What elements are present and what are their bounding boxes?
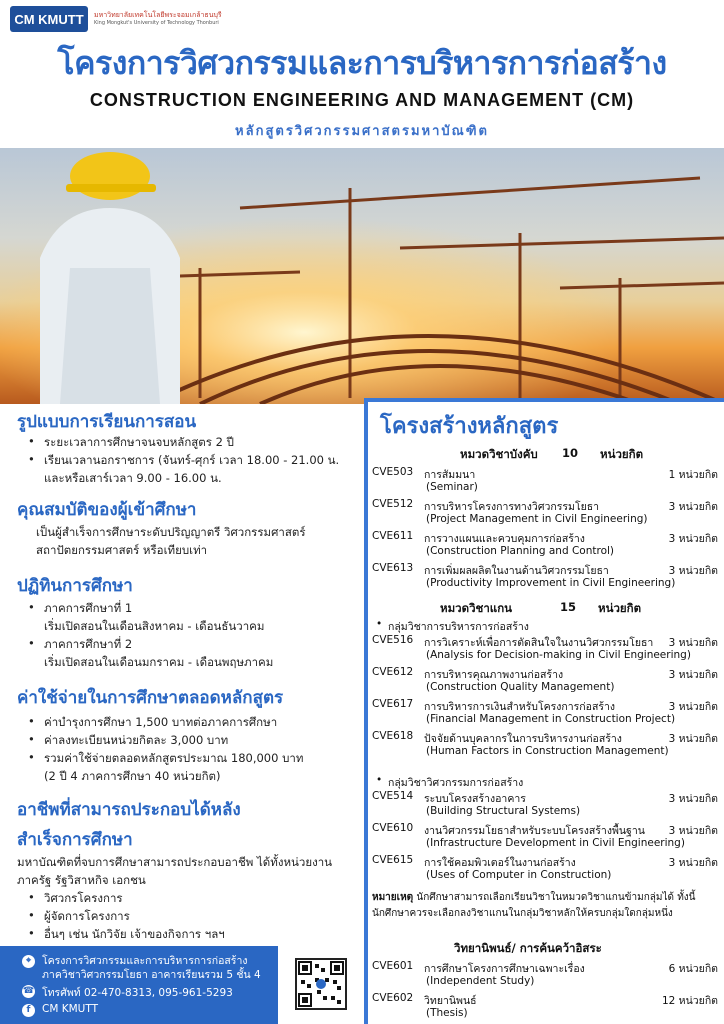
course-name-en: (Construction Quality Management)	[426, 681, 615, 693]
contact-phone[interactable]: โทรศัพท์ 02-470-8313, 095-961-5293	[42, 987, 233, 999]
curriculum-panel	[364, 398, 724, 1024]
course-name-en: (Thesis)	[426, 1007, 468, 1019]
logo-university-th: มหาวิทยาลัยเทคโนโลยีพระจอมเกล้าธนบุรี	[94, 11, 222, 19]
core-subgroup-1: กลุ่มวิชาการบริหารการก่อสร้าง	[388, 621, 529, 633]
term-1-desc: เริ่มเปิดสอนในเดือนสิงหาคม - เดือนธันวาคม	[44, 619, 265, 633]
course-name-en: (Financial Management in Construction Project)	[426, 713, 676, 725]
bullet-dot: •	[28, 890, 35, 904]
course-credits: 3 หน่วยกิต	[668, 669, 718, 681]
bullet-dot: •	[28, 434, 35, 448]
course-name-en: (Human Factors in Construction Management)	[426, 745, 669, 757]
course-name-en: (Productivity Improvement in Civil Engineering)	[426, 577, 676, 589]
cost-maintenance-fee: ค่าบำรุงการศึกษา 1,500 บาทต่อภาคการศึกษา	[44, 715, 278, 729]
title-english: CONSTRUCTION ENGINEERING AND MANAGEMENT (CM)	[89, 90, 635, 110]
course-name-en: (Infrastructure Development in Civil Engineering)	[426, 837, 685, 849]
bullet-dot: •	[28, 452, 35, 466]
section-heading-careers-cont: สำเร็จการศึกษา	[17, 830, 133, 850]
core-subgroup-2: กลุ่มวิชาวิศวกรรมการก่อสร้าง	[388, 777, 524, 789]
course-name-th: งานวิศวกรรมโยธาสำหรับระบบโครงสร้างพื้นฐาน	[424, 825, 645, 837]
cost-total-detail: (2 ปี 4 ภาคการศึกษา 40 หน่วยกิต)	[44, 769, 221, 783]
term-2-desc: เริ่มเปิดสอนในเดือนมกราคม - เดือนพฤษภาคม	[44, 655, 274, 669]
course-name-th: ระบบโครงสร้างอาคาร	[424, 793, 526, 805]
thesis-group-title: วิทยานิพนธ์/ การค้นคว้าอิสระ	[454, 941, 602, 955]
note-text-1: นักศึกษาสามารถเลือกเรียนวิชาในหมวดวิชาแกนข้ามกลุ่มได้ ทั้งนี้	[416, 892, 696, 903]
course-code: CVE516	[372, 634, 414, 646]
course-code: CVE612	[372, 666, 414, 678]
teaching-schedule: เรียนเวลานอกราชการ (จันทร์-ศุกร์ เวลา 18.00 - 21.00 น.	[44, 453, 340, 467]
course-credits: 3 หน่วยกิต	[668, 793, 718, 805]
term-1: ภาคการศึกษาที่ 1	[44, 601, 133, 615]
course-name-en: (Uses of Computer in Construction)	[426, 869, 612, 881]
header	[0, 0, 724, 150]
cost-credit-fee: ค่าลงทะเบียนหน่วยกิตละ 3,000 บาท	[44, 733, 229, 747]
course-credits: 3 หน่วยกิต	[668, 857, 718, 869]
contact-footer	[0, 946, 278, 1024]
teaching-duration: ระยะเวลาการศึกษาจนจบหลักสูตร 2 ปี	[44, 435, 234, 449]
course-code: CVE618	[372, 730, 414, 742]
course-name-th: ปัจจัยด้านบุคลากรในการบริหารงานก่อสร้าง	[424, 733, 622, 745]
course-name-th: การวางแผนและควบคุมการก่อสร้าง	[424, 533, 585, 545]
course-credits: 12 หน่วยกิต	[661, 995, 718, 1007]
course-credits: 3 หน่วยกิต	[668, 701, 718, 713]
bullet-dot: •	[376, 618, 383, 630]
careers-line-2: ภาครัฐ รัฐวิสาหกิจ เอกชน	[17, 873, 146, 887]
core-group-title: หมวดวิชาแกน	[440, 601, 513, 615]
curriculum-heading: โครงสร้างหลักสูตร	[380, 414, 559, 439]
bullet-dot: •	[28, 750, 35, 764]
course-name-th: การศึกษาโครงการศึกษาเฉพาะเรื่อง	[424, 963, 585, 975]
note-label: หมายเหตุ	[372, 892, 414, 903]
section-heading-teaching-format: รูปแบบการเรียนการสอน	[17, 412, 197, 432]
bullet-dot: •	[28, 908, 35, 922]
course-credits: 3 หน่วยกิต	[668, 825, 718, 837]
logo-badge: CM KMUTT	[10, 6, 88, 32]
required-group-title: หมวดวิชาบังคับ	[460, 447, 538, 461]
required-group-credits: 10	[562, 446, 579, 460]
course-name-th: การวิเคราะห์เพื่อการตัดสินใจในงานวิศวกรรมโยธา	[424, 637, 654, 649]
course-code: CVE514	[372, 790, 414, 802]
course-code: CVE503	[372, 466, 414, 478]
career-manager: ผู้จัดการโครงการ	[44, 909, 130, 923]
course-name-th: การบริหารการเงินสำหรับโครงการก่อสร้าง	[424, 701, 616, 713]
location-pin-icon: ⌖	[22, 955, 35, 968]
core-group-unit: หน่วยกิต	[598, 601, 642, 615]
course-name-en: (Independent Study)	[426, 975, 535, 987]
logo	[10, 6, 222, 32]
section-heading-costs: ค่าใช้จ่ายในการศึกษาตลอดหลักสูตร	[17, 688, 284, 708]
course-code: CVE610	[372, 822, 414, 834]
course-name-en: (Project Management in Civil Engineering)	[426, 513, 648, 525]
course-name-en: (Analysis for Decision-making in Civil Engineering)	[426, 649, 691, 661]
course-code: CVE602	[372, 992, 414, 1004]
left-column	[0, 404, 362, 1024]
course-code: CVE615	[372, 854, 414, 866]
careers-line-1: มหาบัณฑิตที่จบการศึกษาสามารถประกอบอาชีพ ได้ทั้งหน่วยงาน	[17, 855, 333, 869]
course-credits: 1 หน่วยกิต	[668, 469, 718, 481]
course-code: CVE617	[372, 698, 414, 710]
course-code: CVE613	[372, 562, 414, 574]
course-credits: 3 หน่วยกิต	[668, 565, 718, 577]
course-name-en: (Construction Planning and Control)	[426, 545, 615, 557]
course-code: CVE611	[372, 530, 414, 542]
career-other: อื่นๆ เช่น นักวิจัย เจ้าของกิจการ ฯลฯ	[44, 927, 225, 941]
hero-photo	[0, 148, 724, 404]
course-name-th: วิทยานิพนธ์	[424, 995, 477, 1007]
bullet-dot: •	[28, 636, 35, 650]
degree-subtitle: หลักสูตรวิศวกรรมศาสตรมหาบัณฑิต	[235, 124, 489, 139]
course-name-th: การใช้คอมพิวเตอร์ในงานก่อสร้าง	[424, 857, 576, 869]
contact-address-1: โครงการวิศวกรรมและการบริหารการก่อสร้าง	[42, 955, 248, 967]
contact-facebook[interactable]: CM KMUTT	[42, 1003, 99, 1015]
required-group-unit: หน่วยกิต	[600, 447, 644, 461]
term-2: ภาคการศึกษาที่ 2	[44, 637, 133, 651]
teaching-schedule-cont: และหรือเสาร์เวลา 9.00 - 16.00 น.	[44, 471, 222, 485]
qualification-line-1: เป็นผู้สำเร็จการศึกษาระดับปริญญาตรี วิศวกรรมศาสตร์	[36, 525, 306, 539]
logo-university-en: King Mongkut's University of Technology Thonburi	[94, 20, 219, 26]
bullet-dot: •	[28, 732, 35, 746]
facebook-icon: f	[22, 1004, 35, 1017]
course-credits: 3 หน่วยกิต	[668, 733, 718, 745]
course-name-th: การบริหารคุณภาพงานก่อสร้าง	[424, 669, 564, 681]
contact-address-2: ภาควิชาวิศวกรรมโยธา อาคารเรียนรวม 5 ชั้น 4	[42, 969, 261, 981]
title-thai: โครงการวิศวกรรมและการบริหารการก่อสร้าง	[57, 44, 667, 82]
course-name-th: การบริหารโครงการทางวิศวกรรมโยธา	[424, 501, 600, 513]
cost-total: รวมค่าใช้จ่ายตลอดหลักสูตรประมาณ 180,000 บาท	[44, 751, 304, 765]
section-heading-calendar: ปฏิทินการศึกษา	[17, 576, 133, 596]
course-credits: 3 หน่วยกิต	[668, 637, 718, 649]
course-code: CVE601	[372, 960, 414, 972]
qr-code-icon	[297, 960, 345, 1008]
bullet-dot: •	[28, 600, 35, 614]
course-name-th: การเพิ่มผลผลิตในงานด้านวิศวกรรมโยธา	[424, 565, 609, 577]
section-heading-qualifications: คุณสมบัติของผู้เข้าศึกษา	[17, 500, 197, 520]
course-name-en: (Seminar)	[426, 481, 478, 493]
section-heading-careers: อาชีพที่สามารถประกอบได้หลัง	[17, 800, 241, 820]
course-code: CVE512	[372, 498, 414, 510]
core-group-credits: 15	[560, 600, 577, 614]
construction-cranes-illustration	[0, 148, 724, 404]
course-credits: 3 หน่วยกิต	[668, 533, 718, 545]
bullet-dot: •	[376, 774, 383, 786]
qr-code[interactable]	[295, 958, 347, 1010]
bullet-dot: •	[28, 926, 35, 940]
course-name-en: (Building Structural Systems)	[426, 805, 581, 817]
note-line-2: นักศึกษาควรจะเลือกลงวิชาแกนในกลุ่มวิชาหลักให้ครบกลุ่มใดกลุ่มหนึ่ง	[372, 908, 673, 919]
course-credits: 3 หน่วยกิต	[668, 501, 718, 513]
note-line-1	[372, 890, 696, 905]
qualification-line-2: สถาปัตยกรรมศาสตร์ หรือเทียบเท่า	[36, 543, 208, 557]
course-name-th: การสัมมนา	[424, 469, 476, 481]
course-credits: 6 หน่วยกิต	[668, 963, 718, 975]
bullet-dot: •	[28, 714, 35, 728]
career-engineer: วิศวกรโครงการ	[44, 891, 123, 905]
phone-icon: ☎	[22, 986, 35, 996]
